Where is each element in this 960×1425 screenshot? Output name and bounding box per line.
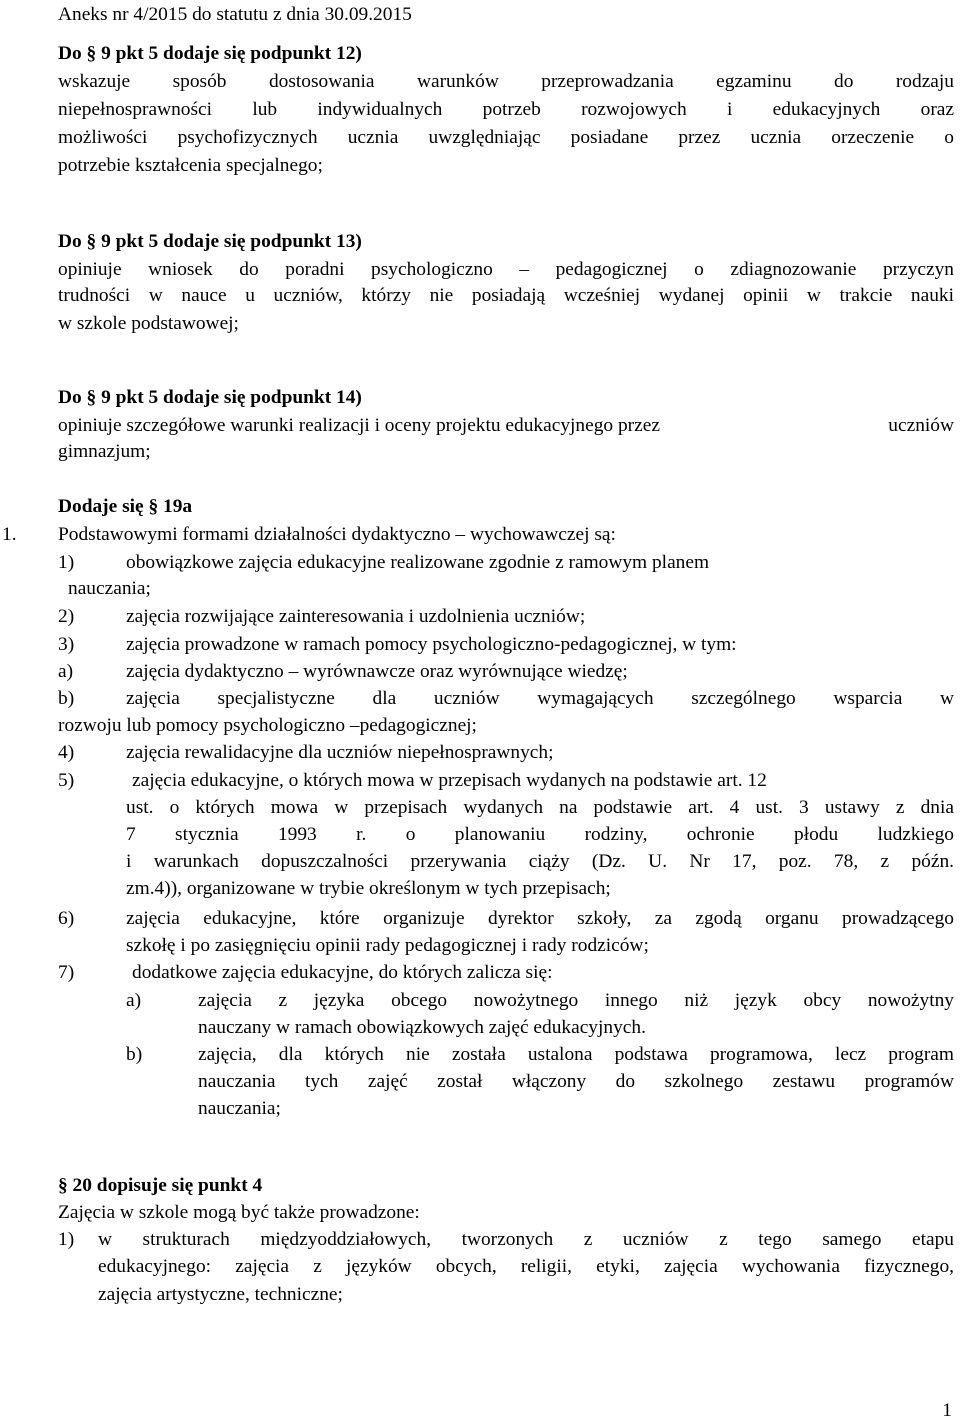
list-item-text: nauczany w ramach obowiązkowych zajęć edukacyjnych.	[198, 1017, 646, 1038]
list-item-text: zajęcia edukacyjne, o których mowa w przepisach wydanych na podstawie art. 12	[132, 770, 767, 791]
list-number: 7)	[58, 962, 75, 983]
list-number: 3)	[58, 634, 75, 655]
section-13-line: w szkole podstawowej;	[58, 313, 239, 334]
list-item-text: szkołę i po zasięgnięciu opinii rady pedagogicznej i rady rodziców;	[126, 935, 649, 956]
section-12-line: niepełnosprawności lub indywidualnych potrzeb rozwojowych i edukacyjnych oraz	[58, 99, 954, 120]
list-item-text: nauczania;	[68, 578, 151, 599]
section-20-intro: Zajęcia w szkole mogą być także prowadzone:	[58, 1202, 420, 1223]
annex-header: Aneks nr 4/2015 do statutu z dnia 30.09.2015	[58, 4, 412, 25]
list-item-text: dodatkowe zajęcia edukacyjne, do których zalicza się:	[132, 962, 553, 983]
list-item-text: zajęcia rewalidacyjne dla uczniów niepełnosprawnych;	[126, 742, 554, 763]
section-14-line-end: uczniów	[888, 415, 954, 436]
list-letter: b)	[126, 1044, 143, 1065]
list-item-text: w strukturach międzyoddziałowych, tworzonych z uczniów z tego samego etapu	[98, 1229, 954, 1250]
section-13-line: opiniuje wniosek do poradni psychologiczno – pedagogicznej o zdiagnozowanie przyczyn	[58, 259, 954, 280]
list-item-text: zajęcia artystyczne, techniczne;	[98, 1284, 343, 1305]
list-item-text: 7 stycznia 1993 r. o planowaniu rodziny, ochronie płodu ludzkiego	[126, 824, 954, 845]
list-number: 1)	[58, 1229, 75, 1250]
list-item-text: zajęcia specjalistyczne dla uczniów wymagających szczególnego wsparcia w	[126, 688, 954, 709]
list-item-text: obowiązkowe zajęcia edukacyjne realizowane zgodnie z ramowym planem	[126, 552, 710, 573]
section-19a-heading: Dodaje się § 19a	[58, 496, 193, 517]
list-item-text: zajęcia, dla których nie została ustalona podstawa programowa, lecz program	[198, 1044, 954, 1065]
section-20-heading: § 20 dopisuje się punkt 4	[58, 1175, 263, 1196]
list-item-text: zm.4)), organizowane w trybie określonym w tych przepisach;	[126, 878, 611, 899]
list-item-text: zajęcia dydaktyczno – wyrównawcze oraz wyrównujące wiedzę;	[126, 661, 628, 682]
section-13-heading: Do § 9 pkt 5 dodaje się podpunkt 13)	[58, 231, 362, 252]
list-letter: a)	[126, 990, 142, 1011]
section-12-heading: Do § 9 pkt 5 dodaje się podpunkt 12)	[58, 43, 362, 64]
section-12-line: potrzebie kształcenia specjalnego;	[58, 155, 323, 176]
section-14-line: opiniuje szczegółowe warunki realizacji i oceny projektu edukacyjnego przez	[58, 415, 660, 436]
list-item-text: zajęcia prowadzone w ramach pomocy psychologiczno-pedagogicznej, w tym:	[126, 634, 737, 655]
list-item-text: zajęcia rozwijające zainteresowania i uzdolnienia uczniów;	[126, 606, 586, 627]
list-item-text: zajęcia z języka obcego nowożytnego innego niż język obcy nowożytny	[198, 990, 954, 1011]
section-12-line: możliwości psychofizycznych ucznia uwzględniając posiadane przez ucznia orzeczenie o	[58, 127, 954, 148]
list-number: 4)	[58, 742, 75, 763]
list-letter: b)	[58, 688, 75, 709]
list-number: 2)	[58, 606, 75, 627]
list-number: 5)	[58, 770, 75, 791]
paragraph-number: 1.	[2, 524, 17, 545]
list-item-text: rozwoju lub pomocy psychologiczno –pedagogicznej;	[58, 715, 477, 736]
list-letter: a)	[58, 661, 74, 682]
list-item-text: nauczania;	[198, 1098, 281, 1119]
page-number: 1	[942, 1400, 952, 1421]
list-item-text: ust. o których mowa w przepisach wydanych na podstawie art. 4 ust. 3 ustawy z dnia	[126, 797, 954, 818]
list-item-text: zajęcia edukacyjne, które organizuje dyrektor szkoły, za zgodą organu prowadzącego	[126, 908, 954, 929]
section-13-line: trudności w nauce u uczniów, którzy nie posiadają wcześniej wydanej opinii w trakcie nauki	[58, 285, 954, 306]
list-number: 6)	[58, 908, 75, 929]
paragraph-text: Podstawowymi formami działalności dydaktyczno – wychowawczej są:	[58, 524, 616, 545]
list-number: 1)	[58, 552, 75, 573]
list-item-text: i warunkach dopuszczalności przerywania ciąży (Dz. U. Nr 17, poz. 78, z późn.	[126, 851, 954, 872]
section-14-line: gimnazjum;	[58, 441, 151, 462]
list-item-text: nauczania tych zajęć został włączony do szkolnego zestawu programów	[198, 1071, 954, 1092]
list-item-text: edukacyjnego: zajęcia z języków obcych, religii, etyki, zajęcia wychowania fizycznego,	[98, 1256, 954, 1277]
section-14-heading: Do § 9 pkt 5 dodaje się podpunkt 14)	[58, 387, 362, 408]
section-12-line: wskazuje sposób dostosowania warunków przeprowadzania egzaminu do rodzaju	[58, 71, 954, 92]
